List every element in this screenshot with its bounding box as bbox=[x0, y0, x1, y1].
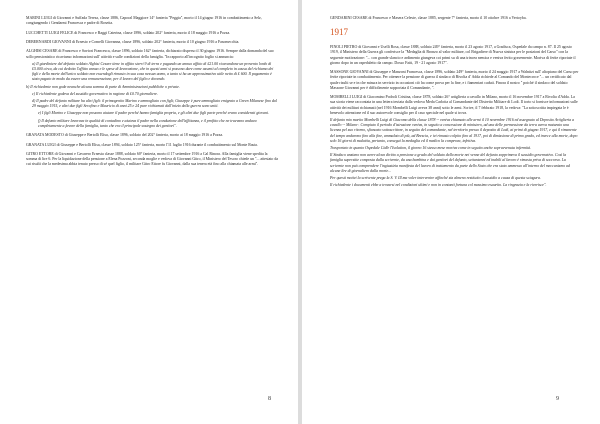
entry-debernardi: DEBERNARDI GIOVANNI di Ernesto e Comelli Giovanna, classe 1896, soldato 202° fanteria, morto il 10 giugno 1916 a Fasomecchia. bbox=[26, 39, 240, 44]
page-number: 8 bbox=[268, 396, 271, 402]
entry-granata-luigi: GRANATA LUIGI di Giuseppe e Bertolli Elisa, classe 1894, soldato 125° fanteria, morto l'11 luglio 1916 durante il combattimento sul Monte Rasta. bbox=[26, 142, 258, 147]
entry-gitro: GITRO ETTORE di Giovanni e Cavarero Ernesta classe 1888, soldato 60° fanteria, morto il 17 settembre 1916 a Cal Rinora. Alla famiglia viene spedita la somma di lire 6. Per la liquidazione della pensione a Elena Pozzoni, seconda moglie e vedova di Giovanni Gitro, il Ministero del Tesoro chiede un "... attestato da cui risulti che la medesima abbia tenuto presso di sé quel figlio, il militare Gitro Ettore fu Giovanni, dalla sua tenera età fino alla chiamata alle armi". bbox=[26, 151, 279, 167]
mombelli-letter-5: Il richiedente i documenti ebbe a trovarsi nel condizioni ultimi e non in contanti fortuna col massimo esaurito. La ringrazia e la riverisce". bbox=[330, 183, 547, 188]
alghisi-point-d: d) Il padre del defunto militare ha altri figli: il primogenito Marino e ammogliato con figli; Giuseppe è pure ammogliato emigrato a Green Milanese fino dal 29 maggio 1915, e altri due figli Serafino e Mauricio di anni 25 e 24 pure richiamati dall'inizio della guerra sono uniti. bbox=[32, 99, 277, 109]
mombelli-letter-3: Il Sindaco anziano non avere alcun diritto a pensione a grado del soldato della morte nei venne del defunto sopprimeva il sussidio governativo. Così la famiglia superstite composta dalla scrivente, da una bambina e dai genitori del defunto, settantenni ed inabili al lavoro è rimasta priva di soccorso. La scrivente non può comprendere l'ingiustizia manifesta del lavoro di trattamento da parte dello Stato che era stato ammesso all'interno del meccanismo ad alcune lire di giornaliero dalla morte... bbox=[330, 153, 570, 173]
alghisi-point-b: b) Il richiedente non gode neanche alcuna somma di parte di Amministrazioni pubbliche o private. bbox=[26, 84, 180, 89]
entry-granata-modesto: GRANATA MODESTO di Giuseppe e Bertolli Elisa, classe 1896, soldato del 202° fanteria, morto ai 18 maggio 1916 a Pozza. bbox=[26, 133, 224, 138]
entry-mombelli: MOMBELLI LUIGI di Giacomino Podroli Cristina, classe 1878, soldato 26° artiglieria a cavallo in Milano, morto il 16 novembre 1917 a Rivolta d'Adda. La sua storia viene raccontata in una lettera inviata dalla vedova Meda Carlotta al Comandante del Distretto Militare di Lodi. Il torto si fornisce informazioni sulle attività dei militari richiamati (nel 1916 Mombelli Luigi aveva 38 anni) sotto le armi. Scrive, il 7 febbraio 1918, la vedova: "La sottoscritta impiegata le è benevolo attenzione ed il suo autorevole consiglio per il caso speciale nel quale si trova. bbox=[330, 95, 578, 115]
entry-gendarini: GENDARINI CESARE di Francesco e Masera Celeste, classe 1885, sergente 7° fanteria, morto il 10 ottobre 1916 a Vertoyba. bbox=[330, 16, 527, 20]
entry-finoli: FINOLI PIETRO di Giovanni e Uselli Rosa, classe 1888, soldato 249° fanteria, morto il 23 agosto 1917, a Gradisca, Ospedale da campo n. 87. Il 25 agosto 1919, il Ministero della Guerra gli conferisce la "Medaglia di Bronzo al valor militare, col Brigadiere di Nuova sinistra per le posizioni del Carso" con la seguente motivazione: "... con grande slancio e ardimento giungeva coi primi su di una trincea nemica e veniva ferito gravemente. Moriva di ferite riportate il giorno dopo in un ospedaletto da campo. Dosso Faiti, 19 - 21 agosto 1917". bbox=[330, 45, 576, 65]
entry-alghisi: ALGHISI CESARE di Francesco e Saviori Francesca, classe 1896, soldato 162° fanteria, dichiarato disperso il 30 giugno 1916. Sempre dalla domanda del suo sollo pensionistico ricaviamo informazioni sull' attività e sulle condizioni della famiglia. "In rapporto all'incognito foglio si annuncia: bbox=[26, 49, 274, 59]
right-column bbox=[330, 16, 580, 193]
alghisi-point-c: c) Il richiedente godeva del sussidio governativo in ragione di £0.70 giornaliere. bbox=[32, 91, 158, 96]
alghisi-point-e: e) I figli Marino e Giuseppe non possono aiutare il padre perché hanno famiglia propria, e gli altri due figli parte perché erano considerati giovani. bbox=[38, 111, 269, 116]
entry-marini: MARINI LUIGI di Giovanni e Suffada Teresa, classe 1886, Caporal Maggiore 14° fanteria "Peggia", morto il 14 giugno 1916 in combattimento a Selz, congiungendo i Gendarmi Francesca e padre di Rosetta. bbox=[26, 16, 262, 26]
alghisi-point-a: a) Il giardiniere del defunto soldato Alghisi Cesare tiene in affitto sterri 9 di terra e pagando un annuo affitto di £21.00 ricavandone un provento lordo di £5.000 circa, da cui dedotto l'affitto annuo e le spese di lavorazione, che in questi anni si possono dare come assenti al completo in causa del richiamo dei figli e della morte dell'unico soldato non essendogli rimasto in sua casa nessun uomo, a tanto si ha un approssimativo utile netto di £ 600. Il pagamento è stato pagato in modo da essere una remunerazione, per il lavoro del figlio e dovendo. bbox=[32, 61, 274, 82]
entry-massone: MASSONE GIOVANNI di Giuseppe e Manzoni Francesca, classe 1896, soldato 249° fanteria, morto il 24 maggio 1917 a Walnitzi sull' altopiano del Carso per ferite riportate in combattimento. Per ottenere la pensione di guerra il sindaco di Rivolta d' Adda richiede al Comando del Montecroce "... un certificato dal quale risulti se e in che misura in servizio in occasioni ciò ha come prova per la fine, e i fiamentari caduti. Finora il nostro " poiché il sindaco del soldato Massone Giovanni per è difficilmente sopportata il Comandante, ". bbox=[330, 70, 579, 90]
page-number: 9 bbox=[556, 396, 559, 402]
mombelli-letter-2: Trasportato in quanto Ospedale Cidle l'Isolation, il giorno 16 stesso mese moriva come in seguito anche sopravvenuta infermità. bbox=[330, 146, 532, 151]
alghisi-point-f: f) Il defunto militare lavorava in qualità di contadino e aiutava il padre nella conduzione dell'affittanza, e il profitto che ne traevano andava completamente a favore della famiglia, tanto che era il principale sostegno dei genitori". bbox=[38, 118, 257, 128]
left-page bbox=[0, 0, 298, 424]
left-column bbox=[26, 16, 278, 172]
entry-lucchetti: LUCCHETTI LUIGI FELICE di Francesco e Raggi Caterina, classe 1896, soldato 202° fanteria, morto il 18 maggio 1916 a Pozza. bbox=[26, 30, 231, 35]
right-page bbox=[302, 0, 600, 424]
year-heading: 1917 bbox=[330, 27, 348, 38]
mombelli-letter-1: Il defunto mio marito Mombelli Luigi di Giacomo della classe 1878 -- veniva chiamato alle armi il 10 novembre 1916 ed assegnato al Deposito Artiglieria a cavallo -- Milano-. Compiuto il periodo d'istruzione veniva, in seguito a concessione di ministero, ad una delle permessione da terra aveva maturato una licenza pel suo ritorno, sfiancato sottoscrittore, in seguito del comandante, nel territorio presso il deposito di Lodi, ai primi di giugno 1917, e qui il rimanente del tempo andarono fino alla fine, ammalato di più, ad Brescia, e ivi rimasto colpito fino al 1917, poi di dimissione di primo grado, ed invece alla morte, dopo solo 16 giorni di malattia, pertanto, conseguì la medaglia ed il medico la comprova, infettiva. bbox=[330, 118, 578, 143]
mombelli-letter-4: Per questi motivi la scrivente prega la S. V. Ill.ma voler intervenire affinché sia almeno restituito il sussidio a causa di questa sciagura. bbox=[330, 176, 541, 181]
